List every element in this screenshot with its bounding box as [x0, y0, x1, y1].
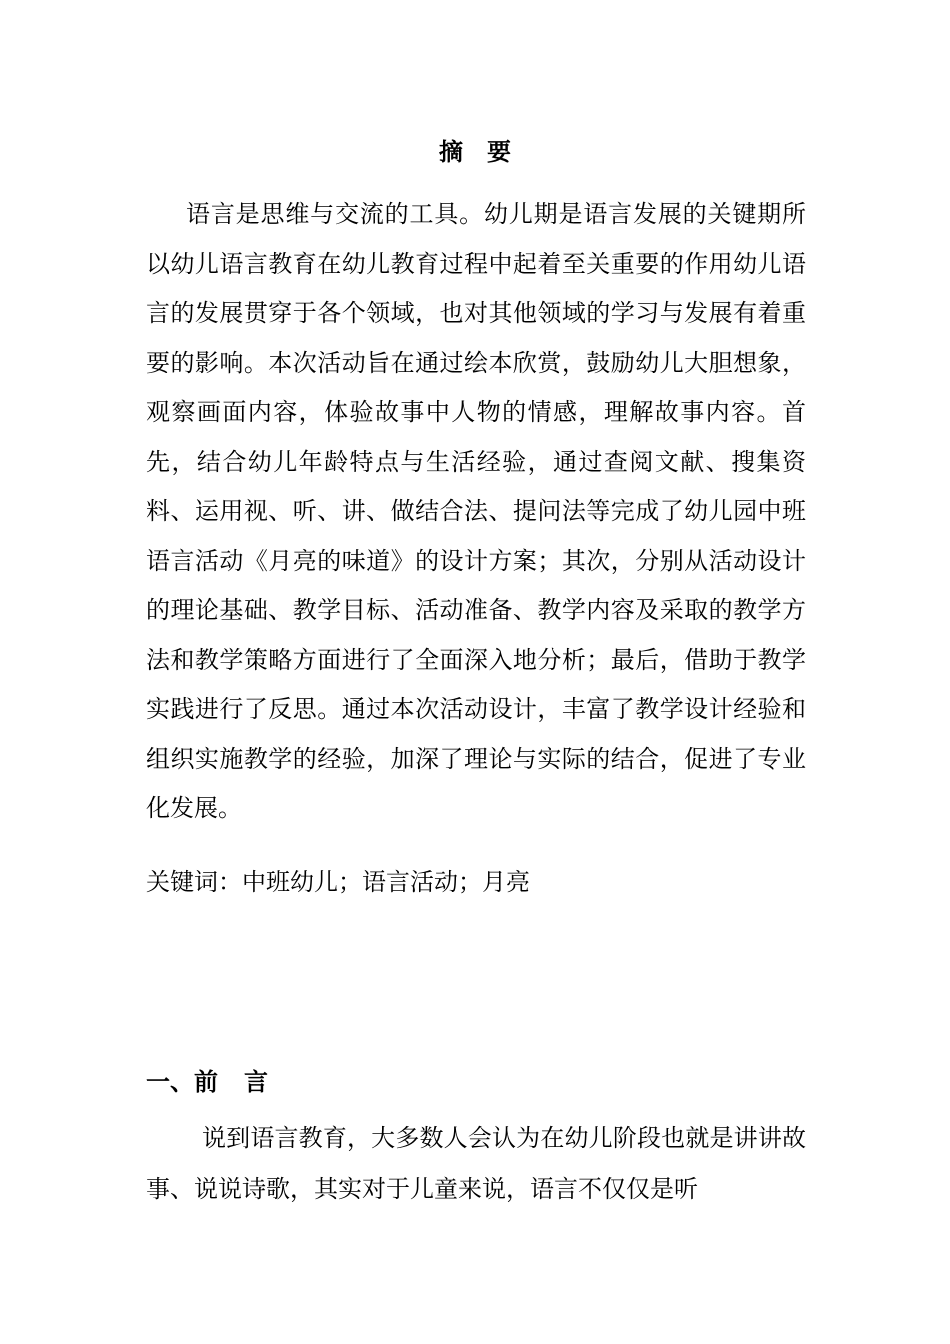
abstract-title: 摘要 — [439, 138, 535, 166]
keywords-label: 关键词： — [146, 868, 242, 896]
keywords-line — [146, 858, 806, 907]
section-number: 一、 — [146, 1068, 194, 1096]
introduction-body: 说到语言教育，大多数人会认为在幼儿阶段也就是讲讲故事、说说诗歌，其实对于儿童来说，语言不仅仅是听 — [146, 1124, 806, 1203]
abstract-body: 语言是思维与交流的工具。幼儿期是语言发展的关键期所以幼儿语言教育在幼儿教育过程中起着至关重要的作用幼儿语言的发展贯穿于各个领域，也对其他领域的学习与发展有着重要的影响。本次活动旨在通过绘本欣赏，鼓励幼儿大胆想象，观察画面内容，体验故事中人物的情感，理解故事内容。首先，结合幼儿年龄特点与生活经验，通过查阅文献、搜集资料、运用视、听、讲、做结合法、提问法等完成了幼儿园中班语言活动《月亮的味道》的设计方案；其次，分别从活动设计的理论基础、教学目标、活动准备、教学内容及采取的教学方法和教学策略方面进行了全面深入地分析；最后，借助于教学实践进行了反思。通过本次活动设计，丰富了教学设计经验和组织实施教学的经验，加深了理论与实际的结合，促进了专业化发展。 — [146, 200, 806, 822]
section-title-part2: 言 — [244, 1068, 268, 1096]
keywords-value: 中班幼儿；语言活动；月亮 — [242, 868, 530, 896]
section-heading-introduction — [146, 1058, 268, 1106]
section-title-part1: 前 — [194, 1068, 218, 1096]
